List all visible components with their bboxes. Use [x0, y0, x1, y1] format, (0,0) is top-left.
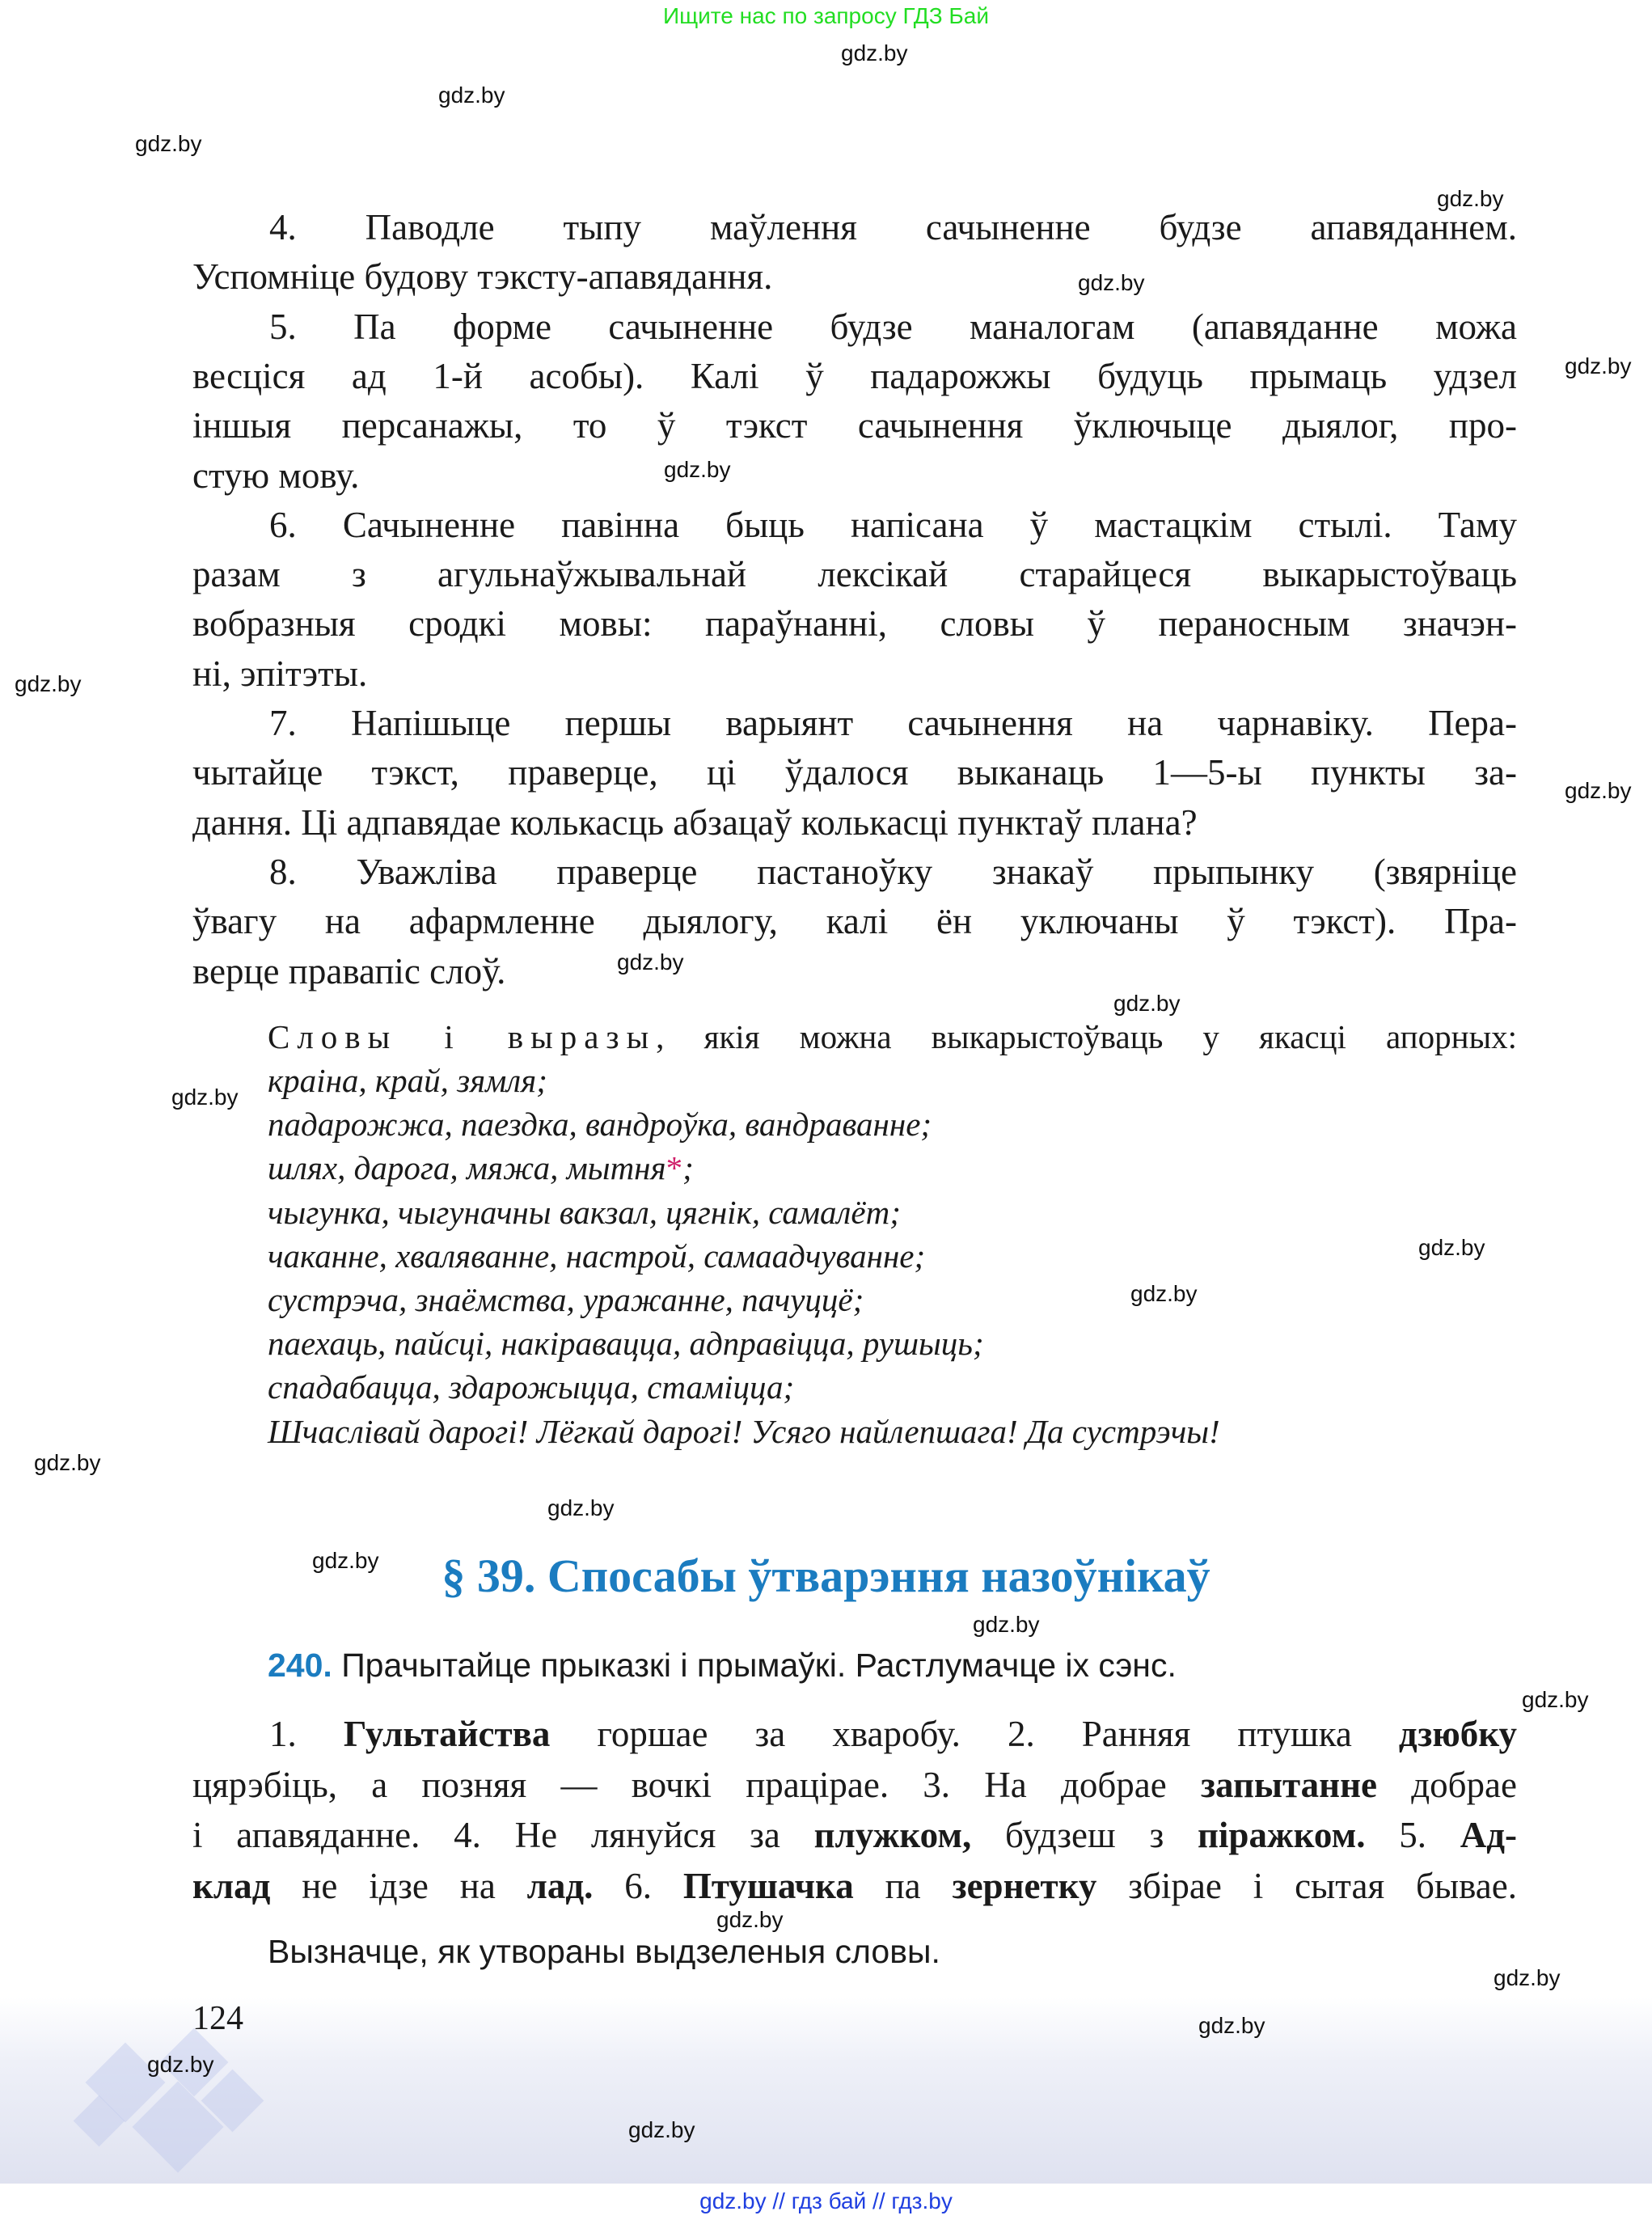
section-title: § 39. Спосабы ўтварэння назоўнікаў [442, 1550, 1210, 1602]
instruction-line: стую мову. [192, 455, 360, 496]
watermark-text: gdz.by [617, 949, 684, 975]
watermark-text: gdz.by [1565, 778, 1632, 803]
vocabulary-heading-rest: , якія можна выкарыстоўваць у якасці апорных: [656, 1018, 1518, 1055]
watermark-text: gdz.by [628, 2117, 695, 2142]
highlighted-word: зернетку [952, 1865, 1097, 1906]
proverb-text: добрае [1377, 1764, 1517, 1805]
vocabulary-text: чыгунка, чыгуначны вакзал, цягнік, самалёт; [268, 1193, 901, 1231]
instruction-line: 5. Па форме сачыненне будзе маналогам (апавяданне можа [269, 306, 1517, 347]
highlighted-word: дзюбку [1398, 1714, 1517, 1754]
instruction-line: Успомніце будову тэксту-апавядання. [192, 256, 773, 298]
watermark-text: gdz.by [1078, 270, 1145, 295]
vocabulary-line [268, 1365, 1517, 1409]
watermark-text: gdz.by [973, 1612, 1040, 1637]
vocabulary-text: Шчаслівай дарогі! Лёгкай дарогі! Усяго найлепшага! Да сустрэчы! [268, 1412, 1220, 1450]
instruction-line: 7. Напішыце першы варыянт сачынення на чарнавіку. Пера- [269, 703, 1517, 743]
instruction-line: ні, эпітэты. [192, 653, 368, 694]
page-number: 124 [192, 2000, 243, 2037]
watermark-text: gdz.by [1198, 2013, 1265, 2038]
proverb-text: горшае за хваробу. 2. Ранняя птушка [550, 1714, 1399, 1754]
proverb-text: не ідзе на [270, 1865, 527, 1906]
vocabulary-punct: ; [682, 1149, 694, 1187]
footnote-asterisk: * [665, 1149, 683, 1187]
watermark-text: gdz.by [438, 82, 505, 108]
instruction-line: разам з агульнаўжывальнай лексікай старайцеся выкарыстоўваць [192, 554, 1517, 595]
watermark-text: gdz.by [1565, 353, 1632, 378]
highlighted-word: запытанне [1200, 1764, 1378, 1805]
instruction-line: 6. Сачыненне павінна быць напісана ў мастацкім стылі. Таму [269, 504, 1517, 545]
watermark-text: gdz.by [1130, 1281, 1198, 1306]
highlighted-word: Ад- [1460, 1815, 1518, 1855]
vocabulary-text: спадабацца, здарожыцца, стаміцца; [268, 1368, 795, 1406]
vocabulary-line [268, 1146, 1517, 1190]
instruction-line: весціся ад 1-й асобы). Калі ў падарожжы будуць прымаць удзел [192, 355, 1517, 396]
proverb-line [192, 1862, 1517, 1911]
vocabulary-text: паехаць, пайсці, накіравацца, адправіцца, рушыць; [268, 1325, 984, 1363]
watermark-text: gdz.by [1113, 991, 1181, 1016]
watermark-text: gdz.by [547, 1495, 615, 1520]
watermark-text: gdz.by [1418, 1235, 1485, 1260]
watermark-text: gdz.by [312, 1548, 379, 1573]
proverb-line [269, 1710, 1517, 1759]
top-banner[interactable]: Ищите нас по запросу ГДЗ Бай [662, 3, 990, 28]
instruction-line: 8. Уважліва праверце пастаноўку знакаў прыпынку (звярніце [269, 851, 1517, 892]
proverb-text: цярэбіць, а позняя — вочкі працірае. 3. На добрае [192, 1764, 1201, 1805]
instruction-line: вобразныя сродкі мовы: параўнанні, словы ў пераносным значэн- [192, 603, 1517, 645]
watermark-text: gdz.by [135, 131, 202, 156]
highlighted-word: Гультайства [343, 1714, 551, 1754]
vocabulary-text: шлях, дарога, мяжа, мытня [268, 1149, 666, 1187]
instruction-line: 4. Паводле тыпу маўлення сачыненне будзе апавяданнем. [269, 207, 1517, 247]
highlighted-word: лад. [526, 1865, 594, 1906]
highlighted-word: плужком, [813, 1815, 972, 1855]
watermark-text: gdz.by [1522, 1687, 1589, 1712]
watermark-text: gdz.by [1437, 186, 1504, 211]
highlighted-word: Птушачка [682, 1865, 854, 1906]
vocabulary-line [268, 1059, 1517, 1102]
watermark-text: gdz.by [1494, 1965, 1561, 1990]
vocabulary-text: сустрэча, знаёмства, уражанне, пачуццё; [268, 1281, 864, 1318]
proverb-text: 5. [1365, 1815, 1460, 1855]
task-text: Прачытайце прыказкі і прымаўкі. Растлумачце іх сэнс. [332, 1647, 1177, 1684]
vocabulary-line [268, 1410, 1517, 1453]
vocabulary-line [268, 1234, 1517, 1278]
vocabulary-text: падарожжа, паездка, вандроўка, вандраванне; [268, 1106, 932, 1144]
task-number: 240. [268, 1647, 332, 1684]
instruction-line: дання. Ці адпавядае колькасць абзацаў колькасці пунктаў плана? [192, 801, 1198, 843]
highlighted-word: клад [192, 1865, 271, 1906]
vocabulary-text: чаканне, хваляванне, настрой, самаадчуванне; [268, 1237, 926, 1275]
instruction-line: іншыя персанажы, то ў тэкст сачынення ўключыце дыялог, про- [192, 405, 1517, 446]
instruction-line: ўвагу на афармленне дыялогу, калі ён уключаны ў тэкст). Пра- [192, 901, 1517, 942]
vocabulary-text: краіна, край, зямля; [268, 1062, 547, 1099]
vocabulary-line [268, 1102, 1517, 1146]
watermark-text: gdz.by [15, 671, 82, 696]
watermark-text: gdz.by [147, 2052, 214, 2077]
proverb-line [192, 1811, 1517, 1860]
task-240 [268, 1647, 1177, 1685]
proverb-text: будзеш з [971, 1815, 1198, 1855]
vocabulary-line [268, 1278, 1517, 1321]
vocabulary-heading-spaced: Словы і выразы [268, 1018, 657, 1055]
proverb-text: збірае і сытая бывае. [1096, 1865, 1517, 1906]
watermark-text: gdz.by [664, 457, 731, 482]
watermark-text: gdz.by [34, 1450, 101, 1475]
watermark-text: gdz.by [841, 40, 908, 66]
proverb-text: 6. [593, 1865, 683, 1906]
proverb-text: 1. [269, 1714, 344, 1754]
proverb-text: па [853, 1865, 953, 1906]
vocabulary-line [268, 1321, 1517, 1365]
watermark-text: gdz.by [171, 1085, 239, 1110]
watermark-text: gdz.by [716, 1907, 784, 1932]
proverb-text: і апавяданне. 4. Не лянуйся за [192, 1815, 814, 1855]
instruction-line: чытайце тэкст, праверце, ці ўдалося выканаць 1—5-ы пункты за- [192, 752, 1517, 793]
instruction-line: верце правапіс слоў. [192, 950, 506, 991]
highlighted-word: піражком. [1198, 1815, 1366, 1855]
proverb-line [192, 1761, 1517, 1810]
vocabulary-heading [268, 1015, 1517, 1059]
task-footer: Вызначце, як утвораны выдзеленыя словы. [268, 1933, 940, 1970]
footer-links[interactable]: gdz.by // гдз бай // гдз.by [699, 2188, 953, 2213]
vocabulary-line [268, 1190, 1517, 1234]
